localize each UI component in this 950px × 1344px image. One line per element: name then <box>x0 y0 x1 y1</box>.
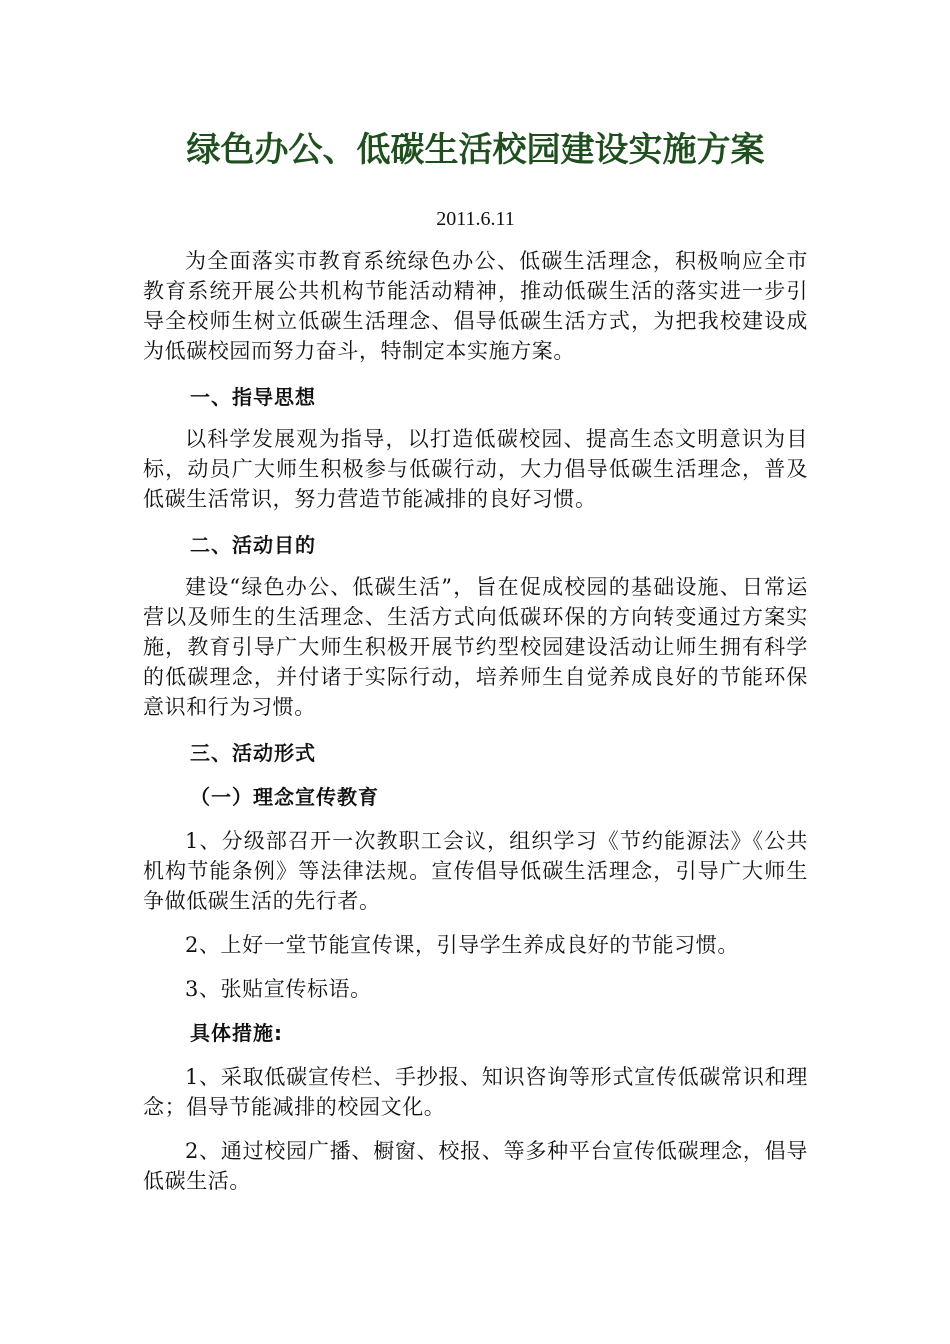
section-heading-activity-purpose: 二、活动目的 <box>190 533 316 557</box>
intro-paragraph: 为全面落实市教育系统绿色办公、低碳生活理念，积极响应全市教育系统开展公共机构节能活动精神，推动低碳生活的落实进一步引导全校师生树立低碳生活理念、倡导低碳生活方式，为把我校建设成为低碳校园而努力奋斗，特制定本实施方案。 <box>143 249 808 363</box>
guiding-thought-paragraph: 以科学发展观为指导，以打造低碳校园、提高生态文明意识为目标，动员广大师生积极参与低碳行动，大力倡导低碳生活理念，普及低碳生活常识，努力营造节能减排的良好习惯。 <box>143 427 808 511</box>
document-title: 绿色办公、低碳生活校园建设实施方案 <box>186 130 765 170</box>
activity-purpose-paragraph: 建设“绿色办公、低碳生活”，旨在促成校园的基础设施、日常运营以及师生的生活理念、生活方式向低碳环保的方向转变通过方案实施，教育引导广大师生积极开展节约型校园建设活动让师生拥有科学的低碳理念，并付诸于实际行动，培养师生自觉养成良好的节能环保意识和行为习惯。 <box>143 575 808 719</box>
document-date: 2011.6.11 <box>436 208 515 230</box>
list-item: 1、采取低碳宣传栏、手抄报、知识咨询等形式宣传低碳常识和理念；倡导节能减排的校园文化。 <box>143 1065 808 1119</box>
document-body <box>143 118 808 1196</box>
list-item: 2、通过校园广播、橱窗、校报、等多种平台宣传低碳理念，倡导低碳生活。 <box>143 1139 808 1193</box>
list-item: 2、上好一堂节能宣传课，引导学生养成良好的节能习惯。 <box>185 933 739 957</box>
measures-heading: 具体措施: <box>190 1021 283 1045</box>
subsection-heading-concept-education: （一）理念宣传教育 <box>190 785 379 809</box>
section-heading-activity-form: 三、活动形式 <box>190 741 316 765</box>
list-item: 3、张贴宣传标语。 <box>185 977 372 1001</box>
list-item: 1、分级部召开一次教职工会议，组织学习《节约能源法》《公共机构节能条例》等法律法规。宣传倡导低碳生活理念，引导广大师生争做低碳生活的先行者。 <box>143 829 808 913</box>
section-heading-guiding-thought: 一、指导思想 <box>190 385 316 409</box>
